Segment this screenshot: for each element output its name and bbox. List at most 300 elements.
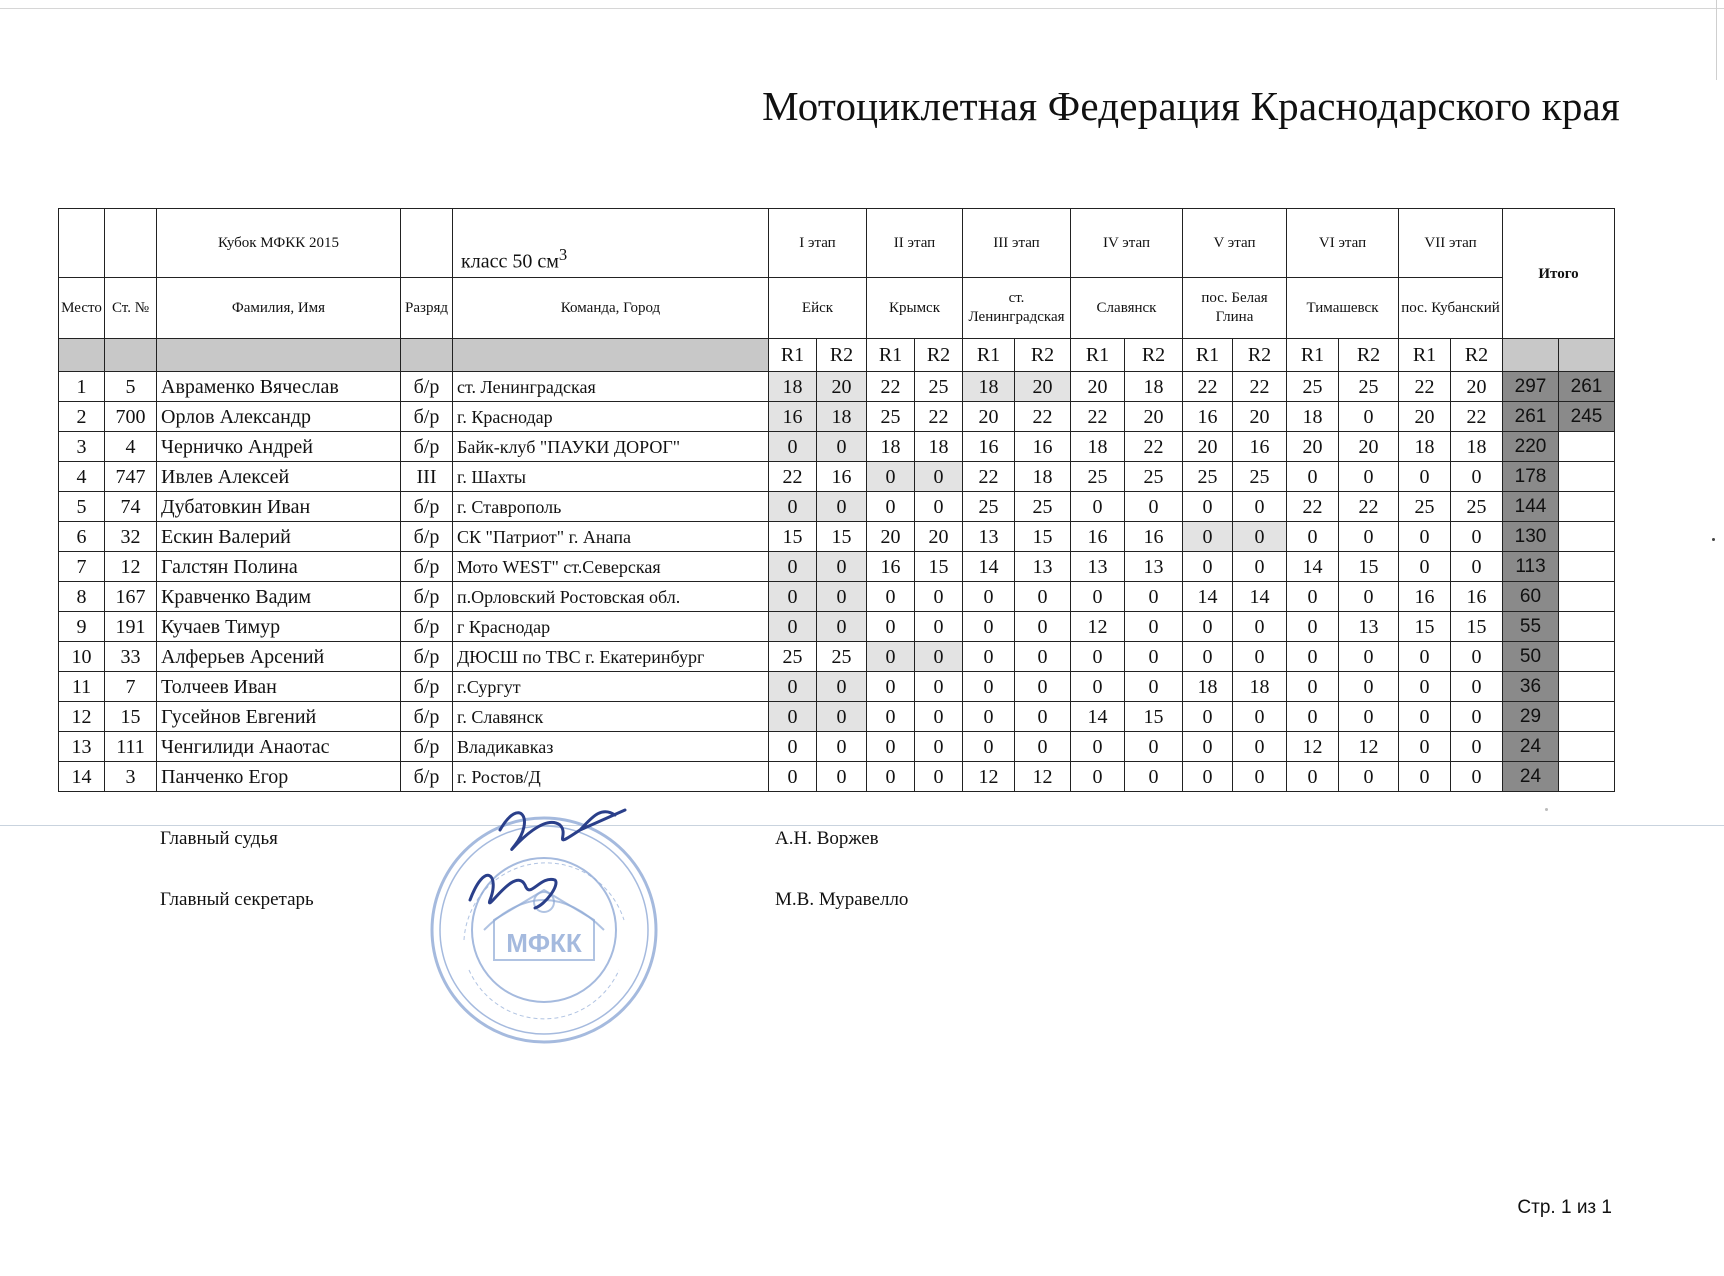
score-cell: 0 [1125,642,1183,672]
score-cell: 0 [1287,672,1339,702]
place-cell: 1 [59,372,105,402]
score-cell: 13 [1339,612,1399,642]
score-cell: 0 [1015,582,1071,612]
score-cell: 22 [1183,372,1233,402]
score-cell: 0 [1451,552,1503,582]
team-cell: г. Краснодар [453,402,769,432]
score-cell: 22 [1287,492,1339,522]
score-cell: 18 [1125,372,1183,402]
header-row-stages [59,209,1615,278]
place-header: Место [59,278,105,339]
score-cell: 0 [1015,612,1071,642]
rider-name-cell: Ивлев Алексей [157,462,401,492]
score-cell: 22 [1451,402,1503,432]
stage-7-city: пос. Кубанский [1399,278,1503,339]
page-number: Стр. 1 из 1 [1517,1197,1612,1218]
team-cell: ст. Ленинградская [453,372,769,402]
score-cell: 0 [867,672,915,702]
score-cell: 18 [1233,672,1287,702]
race-label-r1: R1 [1399,339,1451,372]
place-cell: 3 [59,432,105,462]
start-number-cell: 5 [105,372,157,402]
score-cell: 25 [1125,462,1183,492]
score-cell: 16 [1125,522,1183,552]
score-cell: 20 [1339,432,1399,462]
score-cell: 22 [1339,492,1399,522]
score-cell: 0 [1125,612,1183,642]
header-row-races [59,339,1615,372]
rider-name-cell: Ескин Валерий [157,522,401,552]
place-cell: 14 [59,762,105,792]
score-cell: 25 [1015,492,1071,522]
race-label-r1: R1 [1183,339,1233,372]
race-label-r1: R1 [769,339,817,372]
total-cell: 60 [1503,582,1559,612]
total-cell: 29 [1503,702,1559,732]
rank-cell: III [401,462,453,492]
score-cell: 0 [915,462,963,492]
score-cell: 12 [963,762,1015,792]
rider-name-cell: Дубатовкин Иван [157,492,401,522]
score-cell: 25 [769,642,817,672]
cup-title: Кубок МФКК 2015 [157,209,401,278]
score-cell: 0 [915,732,963,762]
score-cell: 25 [1399,492,1451,522]
score-cell: 0 [1071,762,1125,792]
place-cell: 5 [59,492,105,522]
score-cell: 25 [1183,462,1233,492]
score-cell: 0 [817,732,867,762]
score-cell: 0 [867,492,915,522]
score-cell: 0 [1451,462,1503,492]
score-cell: 0 [1015,672,1071,702]
class-text: класс 50 см [461,251,559,273]
result-row [59,462,1615,492]
total-secondary-cell [1559,612,1615,642]
score-cell: 0 [1451,642,1503,672]
rank-cell: б/р [401,402,453,432]
score-cell: 18 [1183,672,1233,702]
place-cell: 11 [59,672,105,702]
result-row [59,612,1615,642]
results-table [58,208,1615,792]
stage-1-city: Ейск [769,278,867,339]
score-cell: 0 [1233,612,1287,642]
scan-speck [1545,808,1548,811]
start-number-cell: 700 [105,402,157,432]
score-cell: 0 [915,702,963,732]
start-number-cell: 33 [105,642,157,672]
score-cell: 0 [867,462,915,492]
results-body [59,209,1615,792]
header-blank [59,209,105,278]
score-cell: 0 [1399,732,1451,762]
score-cell: 22 [769,462,817,492]
rank-cell: б/р [401,492,453,522]
result-row [59,702,1615,732]
start-number-cell: 32 [105,522,157,552]
race-label-r2: R2 [1125,339,1183,372]
score-cell: 18 [1287,402,1339,432]
score-cell: 0 [1071,672,1125,702]
score-cell: 15 [1451,612,1503,642]
score-cell: 0 [1287,582,1339,612]
total-secondary-cell [1559,522,1615,552]
score-cell: 0 [1125,672,1183,702]
rank-cell: б/р [401,372,453,402]
score-cell: 20 [1071,372,1125,402]
score-cell: 0 [769,702,817,732]
place-cell: 13 [59,732,105,762]
place-cell: 12 [59,702,105,732]
start-number-cell: 111 [105,732,157,762]
result-row [59,372,1615,402]
score-cell: 0 [1233,762,1287,792]
score-cell: 13 [1125,552,1183,582]
total-cell: 261 [1503,402,1559,432]
score-cell: 20 [1451,372,1503,402]
team-cell: ДЮСШ по ТВС г. Екатеринбург [453,642,769,672]
chief-secretary-name: М.В. Муравелло [775,889,909,910]
team-cell: г. Славянск [453,702,769,732]
race-label-r1: R1 [1287,339,1339,372]
total-secondary-cell [1559,762,1615,792]
result-row [59,642,1615,672]
score-cell: 0 [1071,492,1125,522]
score-cell: 0 [1399,552,1451,582]
total-cell: 24 [1503,732,1559,762]
score-cell: 22 [963,462,1015,492]
rider-name-cell: Ченгилиди Анаотас [157,732,401,762]
score-cell: 0 [963,582,1015,612]
score-cell: 0 [867,762,915,792]
race-label-r2: R2 [915,339,963,372]
handwritten-signature [440,790,640,950]
stage-4-city: Славянск [1071,278,1183,339]
stage-6-label: VI этап [1287,209,1399,278]
score-cell: 0 [1233,522,1287,552]
race-label-r1: R1 [963,339,1015,372]
name-header: Фамилия, Имя [157,278,401,339]
score-cell: 0 [1339,702,1399,732]
score-cell: 0 [867,732,915,762]
race-label-r2: R2 [1015,339,1071,372]
score-cell: 20 [1287,432,1339,462]
place-cell: 8 [59,582,105,612]
stage-5-city: пос. Белая Глина [1183,278,1287,339]
score-cell: 0 [1233,702,1287,732]
start-number-cell: 12 [105,552,157,582]
class-superscript: 3 [558,245,568,265]
score-cell: 18 [1015,462,1071,492]
score-cell: 0 [1233,492,1287,522]
score-cell: 0 [1399,672,1451,702]
place-cell: 6 [59,522,105,552]
stage-5-label: V этап [1183,209,1287,278]
score-cell: 16 [769,402,817,432]
score-cell: 0 [1399,522,1451,552]
score-cell: 0 [817,672,867,702]
rider-name-cell: Галстян Полина [157,552,401,582]
total-cell: 144 [1503,492,1559,522]
score-cell: 0 [769,762,817,792]
score-cell: 0 [1233,642,1287,672]
score-cell: 18 [817,402,867,432]
total-secondary-cell [1559,492,1615,522]
total-header: Итого [1503,209,1615,339]
score-cell: 18 [1399,432,1451,462]
score-cell: 0 [1183,732,1233,762]
score-cell: 0 [1451,672,1503,702]
rider-name-cell: Гусейнов Евгений [157,702,401,732]
score-cell: 0 [915,492,963,522]
total-cell: 178 [1503,462,1559,492]
score-cell: 22 [867,372,915,402]
score-cell: 0 [1339,402,1399,432]
score-cell: 12 [1287,732,1339,762]
rider-name-cell: Панченко Егор [157,762,401,792]
score-cell: 0 [769,582,817,612]
score-cell: 22 [1125,432,1183,462]
score-cell: 20 [1125,402,1183,432]
result-row [59,762,1615,792]
score-cell: 0 [867,582,915,612]
score-cell: 16 [1015,432,1071,462]
total-cell: 55 [1503,612,1559,642]
place-cell: 10 [59,642,105,672]
header-blank [453,339,769,372]
class-label [453,209,769,278]
score-cell: 25 [1287,372,1339,402]
score-cell: 0 [1451,702,1503,732]
score-cell: 20 [1015,372,1071,402]
score-cell: 13 [963,522,1015,552]
score-cell: 12 [1015,762,1071,792]
score-cell: 0 [1399,462,1451,492]
score-cell: 22 [1233,372,1287,402]
result-row [59,522,1615,552]
start-number-cell: 747 [105,462,157,492]
score-cell: 16 [1071,522,1125,552]
score-cell: 0 [915,642,963,672]
header-blank [105,339,157,372]
score-cell: 0 [1451,522,1503,552]
race-label-r2: R2 [1233,339,1287,372]
score-cell: 13 [1015,552,1071,582]
score-cell: 12 [1339,732,1399,762]
rank-cell: б/р [401,582,453,612]
team-cell: г. Ростов/Д [453,762,769,792]
start-number-cell: 3 [105,762,157,792]
result-row [59,552,1615,582]
place-cell: 2 [59,402,105,432]
race-label-r2: R2 [817,339,867,372]
score-cell: 14 [1071,702,1125,732]
score-cell: 0 [867,612,915,642]
score-cell: 18 [915,432,963,462]
total-cell: 113 [1503,552,1559,582]
total-secondary-cell [1559,462,1615,492]
score-cell: 25 [915,372,963,402]
score-cell: 0 [963,642,1015,672]
total-secondary-cell [1559,732,1615,762]
team-header: Команда, Город [453,278,769,339]
score-cell: 22 [1399,372,1451,402]
score-cell: 16 [1183,402,1233,432]
score-cell: 15 [769,522,817,552]
scan-speck [1712,538,1715,541]
score-cell: 15 [1399,612,1451,642]
team-cell: г Краснодар [453,612,769,642]
score-cell: 0 [1399,642,1451,672]
score-cell: 16 [1451,582,1503,612]
start-number-header: Ст. № [105,278,157,339]
score-cell: 13 [1071,552,1125,582]
score-cell: 0 [1183,642,1233,672]
score-cell: 0 [1071,642,1125,672]
score-cell: 18 [867,432,915,462]
score-cell: 0 [915,762,963,792]
score-cell: 25 [963,492,1015,522]
stage-4-label: IV этап [1071,209,1183,278]
score-cell: 0 [1183,702,1233,732]
score-cell: 0 [1399,702,1451,732]
rider-name-cell: Авраменко Вячеслав [157,372,401,402]
score-cell: 20 [963,402,1015,432]
score-cell: 0 [1399,762,1451,792]
score-cell: 0 [963,612,1015,642]
score-cell: 16 [1233,432,1287,462]
total-secondary-cell [1559,582,1615,612]
team-cell: Владикавказ [453,732,769,762]
score-cell: 0 [817,492,867,522]
score-cell: 0 [963,672,1015,702]
total-secondary-cell: 261 [1559,372,1615,402]
stage-7-label: VII этап [1399,209,1503,278]
rank-cell: б/р [401,522,453,552]
score-cell: 14 [1287,552,1339,582]
total-secondary-cell [1559,672,1615,702]
score-cell: 0 [817,432,867,462]
score-cell: 0 [1125,582,1183,612]
header-blank [59,339,105,372]
score-cell: 0 [769,612,817,642]
score-cell: 0 [1339,582,1399,612]
score-cell: 0 [817,762,867,792]
score-cell: 22 [915,402,963,432]
chief-secretary-label: Главный секретарь [160,889,314,910]
race-label-r2: R2 [1451,339,1503,372]
race-label-r2: R2 [1339,339,1399,372]
score-cell: 0 [817,552,867,582]
score-cell: 0 [817,612,867,642]
rider-name-cell: Кучаев Тимур [157,612,401,642]
score-cell: 20 [1233,402,1287,432]
score-cell: 16 [963,432,1015,462]
total-cell: 50 [1503,642,1559,672]
score-cell: 0 [915,582,963,612]
score-cell: 0 [1339,762,1399,792]
score-cell: 0 [1183,522,1233,552]
stage-2-label: II этап [867,209,963,278]
total-secondary-cell [1559,432,1615,462]
score-cell: 0 [1287,762,1339,792]
organization-title: Мотоциклетная Федерация Краснодарского края [762,83,1620,129]
score-cell: 0 [1287,462,1339,492]
rank-cell: б/р [401,762,453,792]
score-cell: 0 [1451,732,1503,762]
score-cell: 0 [817,582,867,612]
score-cell: 0 [817,702,867,732]
total-cell: 220 [1503,432,1559,462]
score-cell: 16 [817,462,867,492]
score-cell: 16 [867,552,915,582]
team-cell: СК "Патриот" г. Анапа [453,522,769,552]
team-cell: г. Ставрополь [453,492,769,522]
total-header-fill [1559,339,1615,372]
score-cell: 14 [1233,582,1287,612]
score-cell: 0 [1339,642,1399,672]
score-cell: 18 [769,372,817,402]
score-cell: 0 [1071,732,1125,762]
score-cell: 0 [1015,702,1071,732]
score-cell: 18 [963,372,1015,402]
score-cell: 14 [963,552,1015,582]
score-cell: 22 [1071,402,1125,432]
rank-cell: б/р [401,432,453,462]
scan-edge-right [1716,0,1717,80]
score-cell: 25 [1451,492,1503,522]
score-cell: 25 [817,642,867,672]
start-number-cell: 167 [105,582,157,612]
score-cell: 0 [769,732,817,762]
score-cell: 0 [867,702,915,732]
stage-6-city: Тимашевск [1287,278,1399,339]
score-cell: 0 [1233,552,1287,582]
score-cell: 25 [867,402,915,432]
stage-3-label: III этап [963,209,1071,278]
place-cell: 7 [59,552,105,582]
total-cell: 130 [1503,522,1559,552]
score-cell: 20 [817,372,867,402]
result-row [59,732,1615,762]
score-cell: 0 [769,492,817,522]
rank-cell: б/р [401,612,453,642]
score-cell: 20 [915,522,963,552]
score-cell: 0 [1183,492,1233,522]
stage-2-city: Крымск [867,278,963,339]
rank-cell: б/р [401,702,453,732]
score-cell: 20 [1183,432,1233,462]
score-cell: 22 [1015,402,1071,432]
score-cell: 18 [1451,432,1503,462]
start-number-cell: 15 [105,702,157,732]
team-cell: г.Сургут [453,672,769,702]
result-row [59,672,1615,702]
rank-cell: б/р [401,732,453,762]
score-cell: 0 [963,732,1015,762]
rank-header: Разряд [401,278,453,339]
score-cell: 0 [1339,672,1399,702]
chief-judge-label: Главный судья [160,828,278,849]
score-cell: 0 [915,612,963,642]
score-cell: 0 [1071,582,1125,612]
score-cell: 15 [915,552,963,582]
start-number-cell: 4 [105,432,157,462]
score-cell: 15 [1125,702,1183,732]
score-cell: 0 [1183,762,1233,792]
score-cell: 0 [1339,522,1399,552]
